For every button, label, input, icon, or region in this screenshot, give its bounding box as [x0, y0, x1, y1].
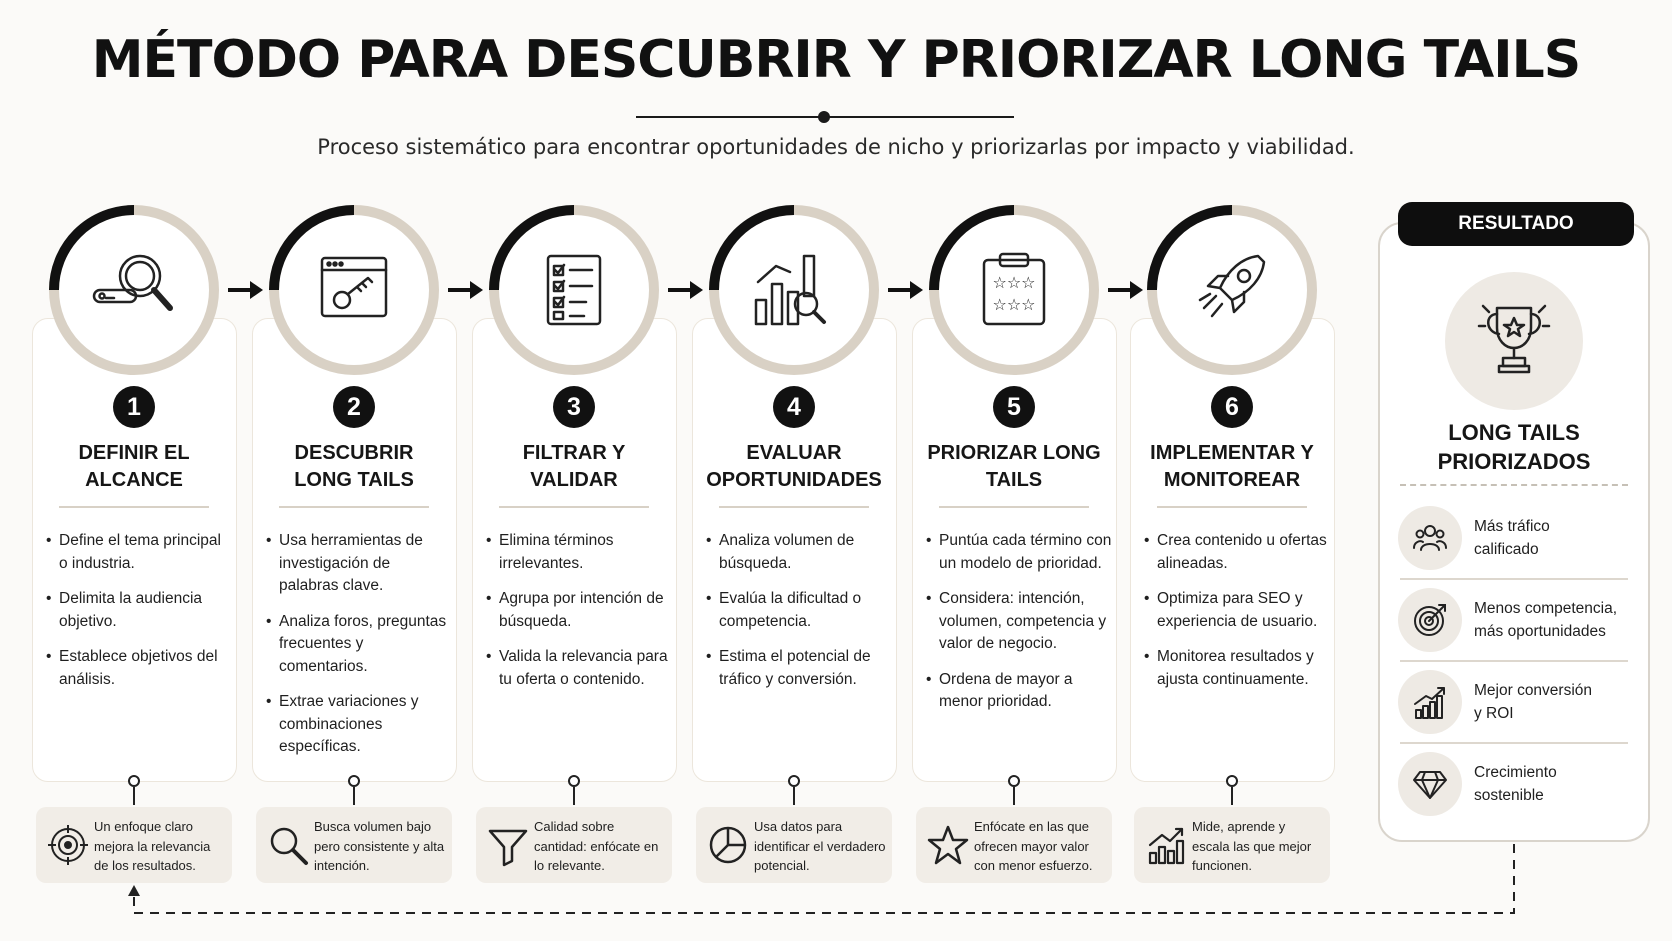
step-title-6: IMPLEMENTAR Y MONITOREAR — [1150, 442, 1314, 491]
page-subtitle: Proceso sistemático para encontrar oportunidades de nicho y priorizarlas por impacto y viabilidad. — [317, 135, 1355, 159]
tip-box-3 — [476, 807, 672, 883]
step-title-3: FILTRAR Y VALIDAR — [522, 442, 626, 491]
step-number-4: 4 — [773, 386, 815, 428]
benefit-text-1: Más tráfico calificado — [1474, 518, 1550, 558]
tip-text-5: Enfócate en las que ofrecen mayor valor con menor esfuerzo. — [974, 819, 1093, 873]
benefit-badge-4 — [1398, 752, 1462, 816]
tip-box-2 — [256, 807, 452, 883]
connector-node-4 — [788, 775, 800, 787]
target-icon — [46, 823, 90, 867]
list-item: • Define el tema principal o industria. — [46, 530, 232, 575]
connector-node-3 — [568, 775, 580, 787]
step-number-1: 1 — [113, 386, 155, 428]
step-title-4: EVALUAR OPORTUNIDADES — [706, 442, 882, 491]
benefit-divider — [1400, 578, 1628, 580]
magnifier-icon — [266, 823, 310, 867]
browser-key-icon — [310, 246, 398, 334]
list-item: • Analiza foros, preguntas frecuentes y comentarios. — [266, 611, 452, 679]
step-number-3: 3 — [553, 386, 595, 428]
list-item: • Evalúa la dificultad o competencia. — [706, 588, 892, 633]
star-icon — [926, 823, 970, 867]
checklist-icon — [530, 246, 618, 334]
trophy-badge — [1445, 272, 1583, 410]
step-title-5: PRIORIZAR LONG TAILS — [927, 442, 1101, 491]
connector-line-5 — [1013, 787, 1015, 805]
bar-growth-icon — [1412, 684, 1448, 720]
connector-node-5 — [1008, 775, 1020, 787]
benefit-badge-2 — [1398, 588, 1462, 652]
step-bullets-2 — [266, 530, 452, 772]
list-item: • Delimita la audiencia objetivo. — [46, 588, 232, 633]
list-item: • Extrae variaciones y combinaciones específicas. — [266, 691, 452, 759]
step-divider-5 — [939, 506, 1089, 508]
list-item: • Estima el potencial de tráfico y conversión. — [706, 646, 892, 691]
benefit-badge-1 — [1398, 506, 1462, 570]
step-number-5: 5 — [993, 386, 1035, 428]
trophy-icon — [1469, 294, 1559, 384]
connector-line-3 — [573, 787, 575, 805]
connector-node-6 — [1226, 775, 1238, 787]
list-item: • Crea contenido u ofertas alineadas. — [1144, 530, 1330, 575]
title-divider-dot — [818, 111, 830, 123]
list-item: • Usa herramientas de investigación de palabras clave. — [266, 530, 452, 598]
list-item: • Agrupa por intención de búsqueda. — [486, 588, 672, 633]
pie-chart-icon — [706, 823, 750, 867]
search-icon — [90, 246, 178, 334]
target-arrow-icon — [1412, 602, 1448, 638]
list-item: • Valida la relevancia para tu oferta o contenido. — [486, 646, 672, 691]
step-title-1: DEFINIR EL ALCANCE — [78, 442, 190, 491]
step-bullets-5 — [926, 530, 1112, 727]
result-title: LONG TAILS PRIORIZADOS — [1437, 420, 1591, 474]
step-number-6: 6 — [1211, 386, 1253, 428]
step-divider-6 — [1157, 506, 1307, 508]
svg-text:☆☆☆: ☆☆☆ — [992, 273, 1036, 292]
list-item: • Ordena de mayor a menor prioridad. — [926, 669, 1112, 714]
arrow-right-icon — [446, 278, 484, 302]
tip-box-5 — [916, 807, 1112, 883]
list-item: • Considera: intención, volumen, competencia y valor de negocio. — [926, 588, 1112, 656]
tip-text-2: Busca volumen bajo pero consistente y alta intención. — [314, 819, 445, 873]
connector-line-6 — [1231, 787, 1233, 805]
result-tab: RESULTADO — [1398, 202, 1634, 246]
benefit-text-3: Mejor conversión y ROI — [1474, 682, 1593, 722]
benefit-divider — [1400, 660, 1628, 662]
svg-text:☆☆☆: ☆☆☆ — [992, 295, 1036, 314]
rocket-icon — [1188, 246, 1276, 334]
result-divider — [1400, 484, 1628, 486]
connector-node-2 — [348, 775, 360, 787]
step-bullets-4 — [706, 530, 892, 704]
step-divider-3 — [499, 506, 649, 508]
clipboard-stars-icon — [970, 246, 1058, 334]
list-item: • Puntúa cada término con un modelo de prioridad. — [926, 530, 1112, 575]
step-number-2: 2 — [333, 386, 375, 428]
benefit-text-2: Menos competencia, más oportunidades — [1474, 600, 1618, 640]
step-title-2: DESCUBRIR LONG TAILS — [294, 442, 414, 491]
page-title: MÉTODO PARA DESCUBRIR Y PRIORIZAR LONG TAILS — [91, 30, 1581, 90]
tip-box-1 — [36, 807, 232, 883]
step-bullets-6 — [1144, 530, 1330, 704]
tip-text-1: Un enfoque claro mejora la relevancia de los resultados. — [94, 819, 211, 873]
tip-box-4 — [696, 807, 892, 883]
arrow-right-icon — [1106, 278, 1144, 302]
connector-line-4 — [793, 787, 795, 805]
tip-text-6: Mide, aprende y escala las que mejor funcionen. — [1192, 819, 1312, 873]
list-item: • Monitorea resultados y ajusta continuamente. — [1144, 646, 1330, 691]
connector-line-1 — [133, 787, 135, 805]
chart-magnifier-icon — [750, 246, 838, 334]
arrow-right-icon — [666, 278, 704, 302]
step-divider-4 — [719, 506, 869, 508]
step-bullets-3 — [486, 530, 672, 704]
list-item: • Establece objetivos del análisis. — [46, 646, 232, 691]
people-icon — [1412, 520, 1448, 556]
tip-text-4: Usa datos para identificar el verdadero potencial. — [754, 819, 886, 873]
benefit-text-4: Crecimiento sostenible — [1474, 764, 1557, 804]
arrow-right-icon — [886, 278, 924, 302]
step-divider-1 — [59, 506, 209, 508]
step-divider-2 — [279, 506, 429, 508]
tip-box-6 — [1134, 807, 1330, 883]
connector-line-2 — [353, 787, 355, 805]
diamond-icon — [1412, 766, 1448, 802]
benefit-badge-3 — [1398, 670, 1462, 734]
connector-node-1 — [128, 775, 140, 787]
benefit-divider — [1400, 742, 1628, 744]
arrow-right-icon — [226, 278, 264, 302]
step-bullets-1 — [46, 530, 232, 704]
tip-text-3: Calidad sobre cantidad: enfócate en lo relevante. — [534, 819, 659, 873]
funnel-icon — [486, 823, 530, 867]
list-item: • Optimiza para SEO y experiencia de usuario. — [1144, 588, 1330, 633]
list-item: • Elimina términos irrelevantes. — [486, 530, 672, 575]
growth-chart-icon — [1144, 823, 1188, 867]
list-item: • Analiza volumen de búsqueda. — [706, 530, 892, 575]
